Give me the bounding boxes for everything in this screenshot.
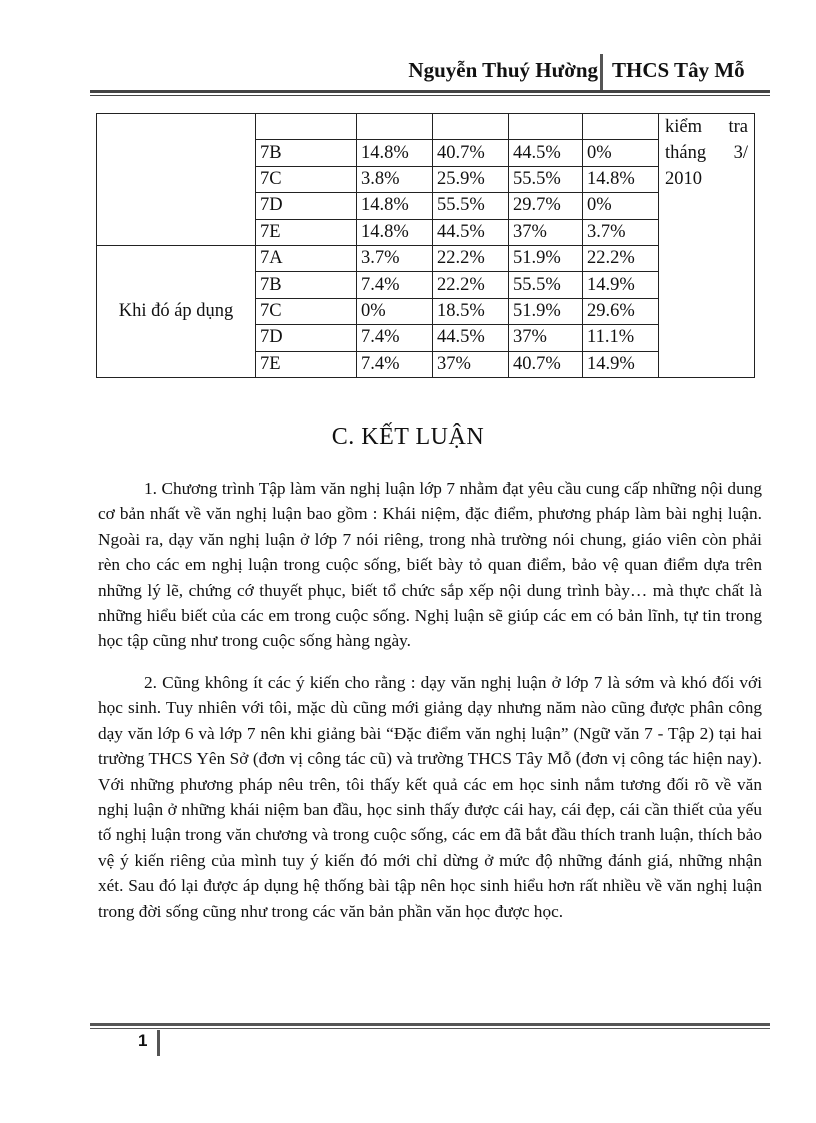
percent-cell: 0% [357, 298, 433, 324]
table-row [97, 114, 755, 140]
class-cell: 7B [256, 272, 357, 298]
percent-cell [583, 114, 659, 140]
percent-cell: 0% [583, 140, 659, 166]
group-label-before [97, 114, 256, 246]
note-word: kiểm [665, 117, 702, 137]
percent-cell: 44.5% [509, 140, 583, 166]
header-separator [600, 54, 603, 90]
percent-cell: 14.8% [357, 140, 433, 166]
note-cell [659, 114, 755, 378]
percent-cell: 55.5% [433, 193, 509, 219]
section-title: C. KẾT LUẬN [331, 424, 485, 450]
note-word: 2010 [665, 169, 702, 189]
header-author: Nguyễn Thuý Hường [408, 58, 598, 82]
percent-cell: 3.7% [583, 219, 659, 245]
percent-cell: 14.8% [583, 166, 659, 192]
percent-cell: 29.7% [509, 193, 583, 219]
percent-cell: 37% [509, 325, 583, 351]
percent-cell: 40.7% [509, 351, 583, 377]
percent-cell: 25.9% [433, 166, 509, 192]
percent-cell: 51.9% [509, 245, 583, 271]
header-rule [90, 90, 770, 93]
percent-cell: 51.9% [509, 298, 583, 324]
page-header [90, 52, 770, 94]
class-cell: 7D [256, 325, 357, 351]
class-cell [256, 114, 357, 140]
header-school: THCS Tây Mỗ [612, 58, 745, 82]
class-cell: 7A [256, 245, 357, 271]
header-rule-thin [90, 95, 770, 96]
note-line [665, 114, 748, 140]
percent-cell: 7.4% [357, 351, 433, 377]
percent-cell: 29.6% [583, 298, 659, 324]
percent-cell: 3.7% [357, 245, 433, 271]
percent-cell [509, 114, 583, 140]
footer-separator [157, 1030, 160, 1056]
percent-cell: 37% [433, 351, 509, 377]
percent-cell: 22.2% [583, 245, 659, 271]
percent-cell: 22.2% [433, 245, 509, 271]
class-cell: 7C [256, 166, 357, 192]
percent-cell: 11.1% [583, 325, 659, 351]
percent-cell [357, 114, 433, 140]
percent-cell: 7.4% [357, 272, 433, 298]
footer-rule-thin [90, 1028, 770, 1029]
class-cell: 7C [256, 298, 357, 324]
class-cell: 7E [256, 219, 357, 245]
class-cell: 7D [256, 193, 357, 219]
note-line [665, 140, 748, 166]
percent-cell: 14.8% [357, 193, 433, 219]
percent-cell: 7.4% [357, 325, 433, 351]
results-table-body [97, 114, 755, 378]
paragraph-1: 1. Chương trình Tập làm văn nghị luận lớp 7 nhằm đạt yêu cầu cung cấp những nội dung cơ bản nhất về văn nghị luận bao gồm : Khái niệm, đặc điểm, phương pháp làm bài nghị luận. Ngoài ra, dạy văn nghị luận ở lớp 7 nói riêng, trong nhà trường nói chung, giáo viên còn phải rèn cho các em nghị luận trong cuộc sống, biết bày tỏ quan điểm, bảo vệ quan điểm dựa trên những lý lẽ, chứng cớ thuyết phục, biết tổ chức sắp xếp nội dung trình bày… mà thực chất là những hiểu biết của các em trong cuộc sống. Nghị luận sẽ giúp các em có bản lĩnh, tự tin trong học tập cũng như trong cuộc sống hàng ngày. [98, 479, 762, 651]
note-word: tra [728, 117, 748, 137]
note-word: 3/ [733, 143, 748, 163]
percent-cell: 14.8% [357, 219, 433, 245]
note-line [665, 166, 748, 192]
group-label-after: Khi đó áp dụng [97, 245, 256, 377]
paragraph-2: 2. Cũng không ít các ý kiến cho rằng : dạy văn nghị luận ở lớp 7 là sớm và khó đối với học sinh. Tuy nhiên với tôi, mặc dù cũng mới giảng dạy nhưng năm nào cũng được phân công dạy văn lớp 6 và lớp 7 nên khi giảng bài “Đặc điểm văn nghị luận” (Ngữ văn 7 - Tập 2) tại hai trường THCS Yên Sở (đơn vị công tác cũ) và trường THCS Tây Mỗ (đơn vị công tác hiện nay). Với những phương pháp nêu trên, tôi thấy kết quả các em học sinh nắm tương đối rõ về văn nghị luận ở những khái niệm ban đầu, học sinh thấy được cái hay, cái đẹp, cái cần thiết của yếu tố nghị luận trong văn chương và trong cuộc sống, các em đã bắt đầu thích tranh luận, thích bảo vệ ý kiến riêng của mình tuy ý kiến đó mới chỉ dừng ở mức độ những đánh giá, những nhận xét. Sau đó lại được áp dụng hệ thống bài tập nên học sinh hiểu hơn rất nhiều về văn nghị luận trong đời sống cũng như trong các văn bản phần văn học được học. [98, 673, 762, 921]
page-number: 1 [138, 1031, 148, 1050]
note-word: tháng [665, 143, 707, 163]
results-table [96, 113, 755, 378]
class-cell: 7B [256, 140, 357, 166]
percent-cell: 55.5% [509, 272, 583, 298]
percent-cell: 14.9% [583, 351, 659, 377]
percent-cell: 14.9% [583, 272, 659, 298]
percent-cell: 3.8% [357, 166, 433, 192]
percent-cell [433, 114, 509, 140]
percent-cell: 18.5% [433, 298, 509, 324]
percent-cell: 40.7% [433, 140, 509, 166]
class-cell: 7E [256, 351, 357, 377]
percent-cell: 22.2% [433, 272, 509, 298]
percent-cell: 44.5% [433, 219, 509, 245]
percent-cell: 55.5% [509, 166, 583, 192]
table-row [97, 245, 755, 271]
footer-rule [90, 1023, 770, 1026]
percent-cell: 37% [509, 219, 583, 245]
percent-cell: 0% [583, 193, 659, 219]
percent-cell: 44.5% [433, 325, 509, 351]
